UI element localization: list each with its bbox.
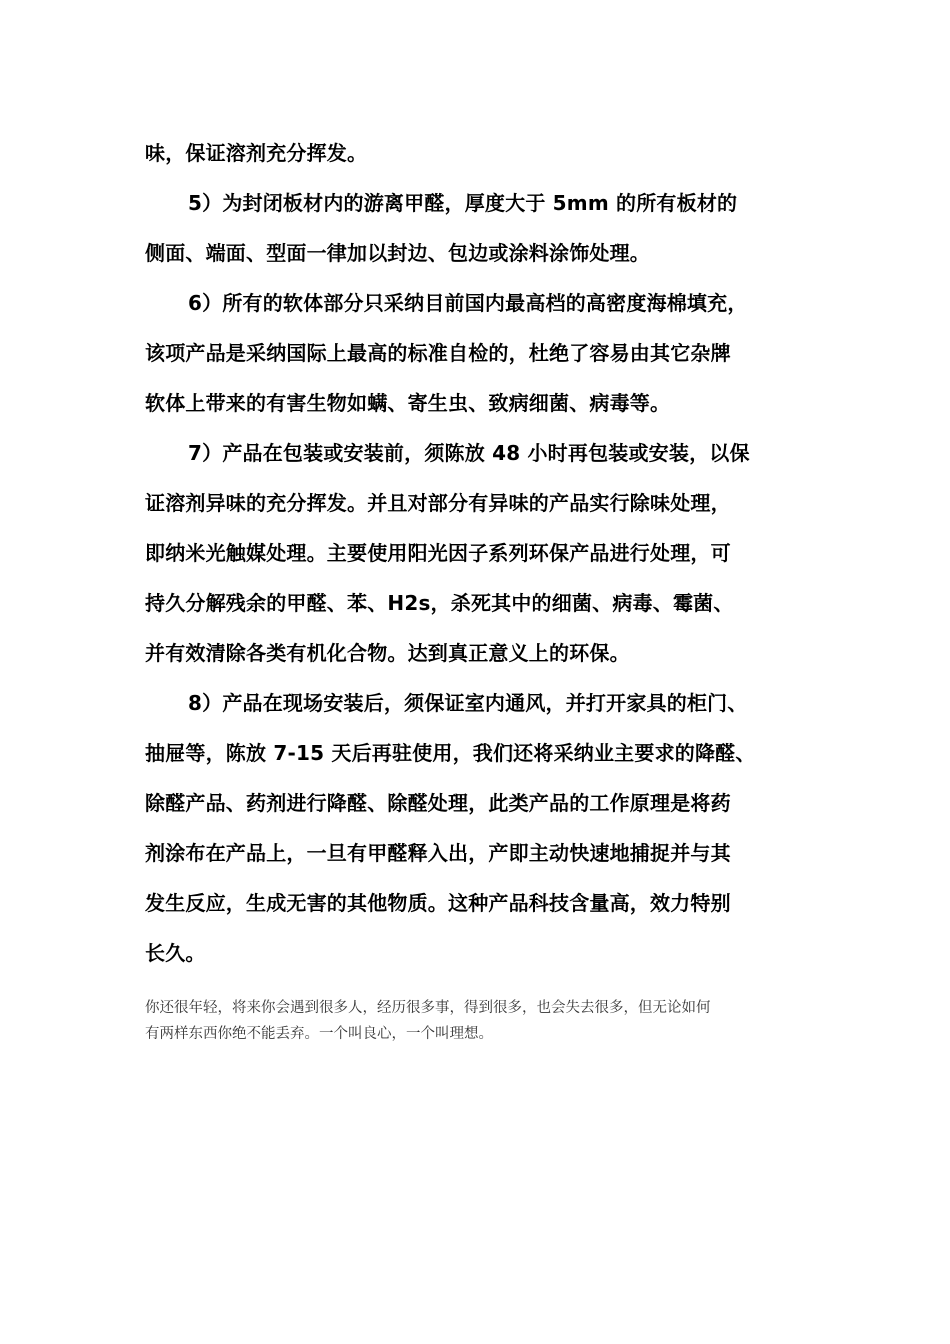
text-line: 软体上带来的有害生物如螨、寄生虫、致病细菌、病毒等。	[145, 391, 671, 415]
text-line: 该项产品是采纳国际上最高的标准自检的，杜绝了容易由其它杂牌	[145, 341, 731, 365]
text-line: 剂涂布在产品上，一旦有甲醛释入出，产即主动快速地捕捉并与其	[145, 841, 731, 865]
footer-quote	[145, 995, 813, 1047]
footer-quote-line: 有两样东西你绝不能丢弃。一个叫良心，一个叫理想。	[145, 1026, 493, 1042]
text-line: 即纳米光触媒处理。主要使用阳光因子系列环保产品进行处理，可	[145, 541, 731, 565]
text-line: 侧面、端面、型面一律加以封边、包边或涂料涂饰处理。	[145, 241, 650, 265]
body-text	[145, 128, 813, 978]
paragraph-8-line-1: 8）产品在现场安装后，须保证室内通风，并打开家具的柜门、	[188, 691, 748, 715]
text-line: 味，保证溶剂充分挥发。	[145, 141, 368, 165]
text-line: 持久分解残余的甲醛、苯、H2s，杀死其中的细菌、病毒、霉菌、	[145, 591, 734, 615]
paragraph-5-line-1: 5）为封闭板材内的游离甲醛，厚度大于 5mm 的所有板材的	[188, 191, 738, 215]
paragraph-7-line-1: 7）产品在包装或安装前，须陈放 48 小时再包装或安装，以保	[188, 441, 750, 465]
paragraph-6-line-1: 6）所有的软体部分只采纳目前国内最高档的高密度海棉填充，	[188, 291, 748, 315]
text-line: 长久。	[145, 941, 206, 965]
text-line: 并有效清除各类有机化合物。达到真正意义上的环保。	[145, 641, 630, 665]
text-line: 除醛产品、药剂进行降醛、除醛处理，此类产品的工作原理是将药	[145, 791, 731, 815]
text-line: 抽屉等，陈放 7-15 天后再驻使用，我们还将采纳业主要求的降醛、	[145, 741, 756, 765]
text-line: 发生反应，生成无害的其他物质。这种产品科技含量高，效力特别	[145, 891, 731, 915]
text-line: 证溶剂异味的充分挥发。并且对部分有异味的产品实行除味处理，	[145, 491, 731, 515]
footer-quote-line: 你还很年轻，将来你会遇到很多人，经历很多事，得到很多，也会失去很多，但无论如何	[145, 1000, 711, 1016]
